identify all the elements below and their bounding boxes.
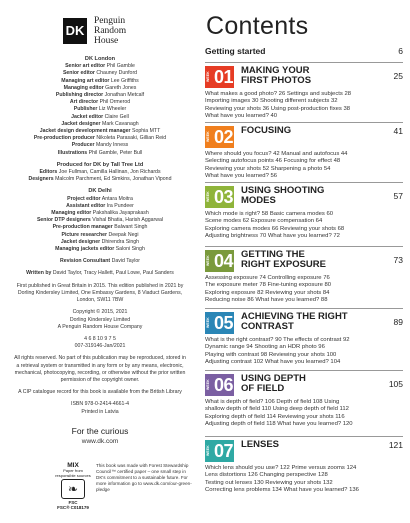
topic-line: Correcting lens problems 134 What have you learned? 136 [205, 487, 359, 494]
section-divider [205, 370, 403, 371]
dk-url[interactable]: www.dk.com [81, 438, 119, 445]
week-topics [205, 275, 331, 305]
topic-line: Assessing exposure 74 Controlling exposure 76 [205, 275, 330, 281]
penguin-random-house-logo: Penguin Random House [94, 16, 127, 46]
credits-heading-london: DK London [84, 56, 116, 62]
week-topics [205, 151, 347, 181]
page-number: 73 [393, 255, 403, 265]
week-number: 05 [214, 313, 234, 333]
london-credit-row: Producer Mandy Inness [71, 142, 129, 149]
delhi-credit-row: Project editor Antara Moitra [67, 195, 133, 202]
topic-line: Exploring depth of field 114 Reviewing your shots 116 [205, 413, 345, 420]
isbn: ISBN 978-0-2414-4661-4 [71, 401, 129, 408]
page-number: 57 [393, 191, 403, 201]
topic-line: Lens distortions 126 Changing perspective 128 [205, 472, 328, 479]
copyright-line: Copyright © 2015, 2021 [72, 309, 128, 316]
topic-line: Adjusting depth of field 118 What have you learned? 120 [205, 421, 353, 428]
week-number: 04 [214, 251, 234, 271]
getting-started-entry[interactable]: Getting started 6 [205, 46, 403, 56]
fsc-tree-icon: ❧ [61, 479, 85, 499]
week-badge: WEEK 01 [206, 67, 234, 87]
page-number: 41 [393, 126, 403, 136]
print-code: 007-319146-Jan/2021 [74, 343, 126, 350]
topic-line: Adjusting brightness 70 What have you learned? 72 [205, 233, 340, 240]
week-title: MAKING YOUR FIRST PHOTOS [241, 65, 312, 86]
tall_tree-credit-row: Editors Joe Fullman, Camilla Hallinan, Jon Richards [39, 169, 161, 176]
print-line: 4 6 8 10 9 7 5 [84, 335, 116, 342]
copyright-owner: Dorling Kindersley Limited [69, 316, 131, 323]
section-divider [205, 308, 403, 309]
topic-line: What have you learned? 40 [205, 113, 278, 120]
london-credit-row: Illustrations Phil Gamble, Peter Bull [57, 149, 143, 156]
printed-in: Printed in Latvia [81, 408, 119, 415]
week-title: FOCUSING [241, 125, 292, 136]
london-credit-row: Publisher Liz Wheeler [73, 106, 127, 113]
for-the-curious: For the curious [71, 426, 129, 436]
rights-notice: All rights reserved. No part of this publication may be reproduced, stored in a retrieval system or transmitted in any form or by any means, electronic, mechanical, photocopying, recording, or otherwise without the prior written permission of the copyright owner. [14, 355, 186, 383]
topic-line: Reviewing your shots 36 Using post-production fixes 38 [205, 105, 351, 112]
section-divider [205, 436, 403, 437]
topic-line: Reviewing your shots 52 Sharpening a photo 54 [205, 165, 331, 172]
topic-line: Reducing noise 86 What have you learned? 88 [205, 297, 328, 304]
contents-title: Contents [206, 12, 309, 40]
week-badge: WEEK 03 [206, 187, 234, 207]
london-credit-row: Managing editor Gareth Jones [63, 84, 137, 91]
delhi-credit-row: Managing editor Pakshalika Jayaprakash [51, 210, 149, 217]
week-title: USING DEPTH OF FIELD [241, 373, 306, 394]
topic-line: Importing images 30 Shooting different subjects 32 [205, 98, 338, 105]
week-title: ACHIEVING THE RIGHT CONTRAST [241, 311, 348, 332]
credits-heading-tall-tree: Produced for DK by Tall Tree Ltd [56, 161, 144, 168]
dk-logo: DK [63, 18, 87, 44]
copyright-company: A Penguin Random House Company [57, 323, 143, 330]
delhi-credit-row: Picture researcher Deepak Negi [61, 231, 139, 238]
week-number: 02 [214, 127, 234, 147]
credits-heading-delhi: DK Delhi [88, 188, 112, 195]
topic-line: Exploring exposure 82 Reviewing your shots 84 [205, 289, 330, 296]
contents-page [200, 0, 410, 523]
cip-notice: A CIP catalogue record for this book is available from the British Library [18, 389, 182, 396]
london-credit-row: Pre-production producer Nikoleta Parasaki, Gillian Reid [33, 135, 167, 142]
delhi-credit-row: Managing jackets editor Saloni Singh [55, 246, 145, 253]
tall_tree-credit-row: Designers Malcolm Parchment, Ed Simkins, Jonathan Vipond [28, 176, 172, 183]
london-credit-row: Senior art editor Phil Gamble [65, 63, 135, 70]
delhi-credit-row: Pre-production manager Balwant Singh [52, 224, 148, 231]
week-badge: WEEK 02 [206, 127, 234, 147]
section-divider [205, 246, 403, 247]
week-badge: WEEK 04 [206, 251, 234, 271]
topic-line: Adjusting contrast 102 What have you learned? 104 [205, 359, 341, 366]
london-credit-row: Publishing director Jonathan Metcalf [55, 92, 145, 99]
week-title: USING SHOOTING MODES [241, 185, 325, 206]
week-number: 07 [214, 441, 234, 461]
topic-line: Testing out lenses 130 Reviewing your shots 132 [205, 479, 333, 486]
week-badge: WEEK 07 [206, 441, 234, 461]
written-by: Written by David Taylor, Tracy Hallett, Paul Lowe, Paul Sanders [26, 270, 174, 277]
london-credit-row: Managing art editor Lee Griffiths [61, 77, 139, 84]
topic-line: The exposure meter 78 Fine-tuning exposure 80 [205, 282, 332, 289]
topic-line: Playing with contrast 98 Reviewing your shots 100 [205, 351, 337, 358]
fsc-statement: This book was made with Forest Stewardship Council™ certified paper – one small step in DK's commitment to a sustainable future. For more information go to www.dk.com/our-green-pledge [96, 463, 192, 492]
revision-consultant: Revision Consultant David Taylor [59, 258, 141, 265]
topic-line: Dynamic range 94 Shooting an HDR photo 96 [205, 344, 325, 351]
topic-line: Selecting autofocus points 46 Focusing for effect 48 [205, 158, 341, 165]
topic-line: What is the right contrast? 90 The effects of contrast 92 [205, 337, 350, 343]
london-credit-row: Jacket editor Claire Gell [71, 113, 129, 120]
week-topics [205, 465, 359, 495]
london-credit-row: Senior editor Chauney Dunford [62, 70, 138, 77]
copyright-page [0, 0, 200, 523]
week-topics [205, 211, 344, 241]
page-number: 121 [388, 440, 403, 450]
fsc-logo: MIX Paper from responsible sources ❧ FSC FSC® C018179 [55, 462, 91, 510]
topic-line: Scene modes 62 Exposure compensation 64 [205, 218, 323, 225]
week-number: 01 [214, 67, 234, 87]
section-divider [205, 182, 403, 183]
london-credit-row: Art director Phil Ormerod [69, 99, 131, 106]
week-topics [205, 337, 350, 367]
topic-line: Where should you focus? 42 Manual and autofocus 44 [205, 151, 348, 157]
week-title: GETTING THE RIGHT EXPOSURE [241, 249, 326, 270]
week-badge: WEEK 06 [206, 375, 234, 395]
delhi-credit-row: Jacket designer Dhirendra Singh [60, 238, 140, 245]
topic-line: Which mode is right? 58 Basic camera modes 60 [205, 211, 334, 217]
page-number: 89 [393, 317, 403, 327]
week-number: 06 [214, 375, 234, 395]
topic-line: What is depth of field? 106 Depth of field 108 Using [205, 399, 340, 405]
topic-line: What makes a good photo? 26 Settings and subjects 28 [205, 91, 352, 97]
section-divider [205, 122, 403, 123]
page-number: 6 [398, 46, 403, 56]
week-number: 03 [214, 187, 234, 207]
london-credit-row: Jacket designer Mark Cavanagh [61, 120, 139, 127]
first-published: First published in Great Britain in 2015. This edition published in 2021 by Dorling Kindersley Limited, One Embassy Gardens, 8 Viaduct Gardens, London, SW11 7BW [16, 282, 184, 304]
topic-line: Exploring camera modes 66 Reviewing your shots 68 [205, 225, 345, 232]
topic-line: What have you learned? 56 [205, 173, 278, 180]
topic-line: shallow depth of field 110 Using deep depth of field 112 [205, 406, 349, 413]
delhi-credit-row: Senior DTP designers Vishal Bhatia, Harish Aggarwal [36, 217, 164, 224]
topic-line: Which lens should you use? 122 Prime versus zooms 124 [205, 465, 357, 471]
delhi-credit-row: Assistant editor Ira Pundeer [66, 202, 134, 209]
section-divider [205, 62, 403, 63]
london-credit-row: Jacket design development manager Sophia MTT [39, 128, 161, 135]
week-badge: WEEK 05 [206, 313, 234, 333]
week-topics [205, 399, 353, 429]
credits-block [0, 56, 200, 416]
page-number: 105 [388, 379, 403, 389]
page-number: 25 [393, 71, 403, 81]
week-title: LENSES [241, 439, 280, 450]
week-topics [205, 91, 351, 121]
